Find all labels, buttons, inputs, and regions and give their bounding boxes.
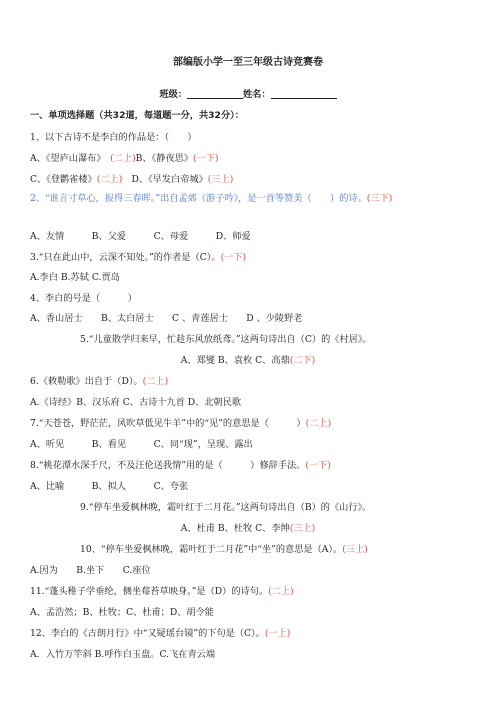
- question-text: 11.“蓬头稚子学垂纶，侧坐莓苔草映身。”是（D）的诗句。: [30, 586, 269, 597]
- grade-tag: (二上): [96, 174, 123, 185]
- grade-tag: (一下): [305, 460, 331, 471]
- question-9-options: [0, 523, 496, 535]
- question-1-options-ab: [30, 153, 470, 165]
- option-text: A.李白 B.苏轼 C.贾岛: [30, 272, 120, 283]
- grade-tag: (三上): [342, 544, 368, 555]
- question-12-options: [30, 649, 470, 661]
- class-blank: [187, 88, 243, 99]
- question-12: [30, 628, 470, 640]
- name-blank: [271, 88, 337, 99]
- question-6-options: [30, 397, 470, 409]
- question-text: 1、以下古诗不是李白的作品是：（ ）: [30, 132, 197, 143]
- option-text: A、比喻 B、拟人 C、夸张: [30, 481, 189, 492]
- question-text: 2、“谁言寸草心，报得三春晖。”出自孟郊《游子吟》，是一首等赞美（ ）的诗。: [30, 193, 367, 204]
- question-text: 5.“儿童散学归来早，忙趁东风放纸鸢。”这两句诗出自（C）的《村居》。: [80, 334, 372, 345]
- option-text: A、《望庐山瀑布》: [30, 153, 111, 164]
- question-10: [80, 544, 470, 556]
- grade-tag: (二上): [110, 153, 136, 164]
- option-text: A．入竹万竿斜 B.呼作白玉盘。C.飞在青云端: [30, 649, 216, 660]
- grade-tag: (一下): [192, 153, 219, 164]
- grade-tag: (三下): [366, 193, 393, 204]
- question-3-options: [30, 272, 470, 284]
- option-text: A、郑燮 B、袁枚 C、高鼎: [180, 355, 290, 366]
- option-text: A、杜甫 B、杜牧 C、李绅: [180, 523, 290, 534]
- question-3: [30, 252, 470, 264]
- question-text: 9.“停车坐爱枫林晚，霜叶红于二月花。”这两句诗出自（B）的《山行》。: [80, 502, 372, 513]
- grade-tag: (二上): [268, 586, 294, 597]
- option-text: A.《诗经》B、汉乐府 C、古诗十九首 D、北朝民歌: [30, 397, 242, 408]
- question-11-options: [30, 607, 470, 619]
- option-text: A.因为 B.坐下 C.座位: [30, 565, 151, 576]
- grade-tag: (一下): [220, 252, 247, 263]
- option-text: A、孟浩然；B、杜牧；C、杜甫；D、胡令能: [30, 607, 214, 618]
- question-text: 8.“桃花潭水深千尺，不及汪伦送我情”用的是（ ）修辞手法。: [30, 460, 306, 471]
- name-label: 姓名：: [243, 89, 271, 100]
- question-2: [30, 193, 470, 205]
- question-text: 10、“停车坐爱枫林晚，霜叶红于二月花”中“坐”的意思是（A）。: [80, 544, 343, 555]
- question-text: 6.《敕勒歌》出自于（D）。: [30, 376, 143, 387]
- question-11: [30, 586, 470, 598]
- option-text: D、《早发白帝城》: [122, 174, 208, 185]
- question-text: 4、李白的号是（ ）: [30, 293, 137, 304]
- question-7: [30, 418, 470, 430]
- option-text: C、《登鹳雀楼》: [30, 174, 97, 185]
- option-text: A、香山居士 B、太白居士 C 、青莲居士 D 、少陵野老: [30, 313, 303, 324]
- question-8-options: [30, 481, 470, 493]
- class-name-row: [0, 88, 496, 101]
- question-4-options: [30, 313, 470, 325]
- grade-tag: (二下): [289, 355, 316, 366]
- section-heading: 一、单项选择题（共32道，每道题一分，共32分）：: [30, 110, 244, 121]
- option-text: A、听见 B、看见 C、同“现”，呈现、露出: [30, 439, 253, 450]
- question-text: 7.“天苍苍，野茫茫，风吹草低见牛羊”中的“见”的意思是（ ）: [30, 418, 306, 429]
- grade-tag: (三上): [207, 174, 234, 185]
- question-1: [30, 132, 470, 144]
- question-5-options: [0, 355, 496, 367]
- question-6: [30, 376, 470, 388]
- question-8: [30, 460, 470, 472]
- question-text: 12、李白的《古朗月行》中“又疑瑶台镜”的下句是（C）。: [30, 628, 265, 639]
- question-4: [30, 293, 470, 305]
- question-10-options: [30, 565, 470, 577]
- class-label: 班级：: [159, 89, 187, 100]
- question-2-options: [30, 231, 470, 243]
- option-text: B、《静夜思》: [135, 153, 193, 164]
- grade-tag: (二上): [305, 418, 332, 429]
- question-5: [80, 334, 470, 346]
- option-text: A、友情 B、父爱 C、母爱 D、师爱: [30, 231, 251, 242]
- grade-tag: (三上): [289, 523, 316, 534]
- question-text: 3.“只在此山中，云深不知处。”的作者是（C）。: [30, 252, 221, 263]
- grade-tag: (二上): [142, 376, 169, 387]
- question-1-options-cd: [30, 174, 470, 186]
- grade-tag: (一上): [264, 628, 291, 639]
- page-title: 部编版小学一至三年级古诗竞赛卷: [173, 57, 323, 68]
- question-9: [80, 502, 470, 514]
- question-7-options: [30, 439, 470, 451]
